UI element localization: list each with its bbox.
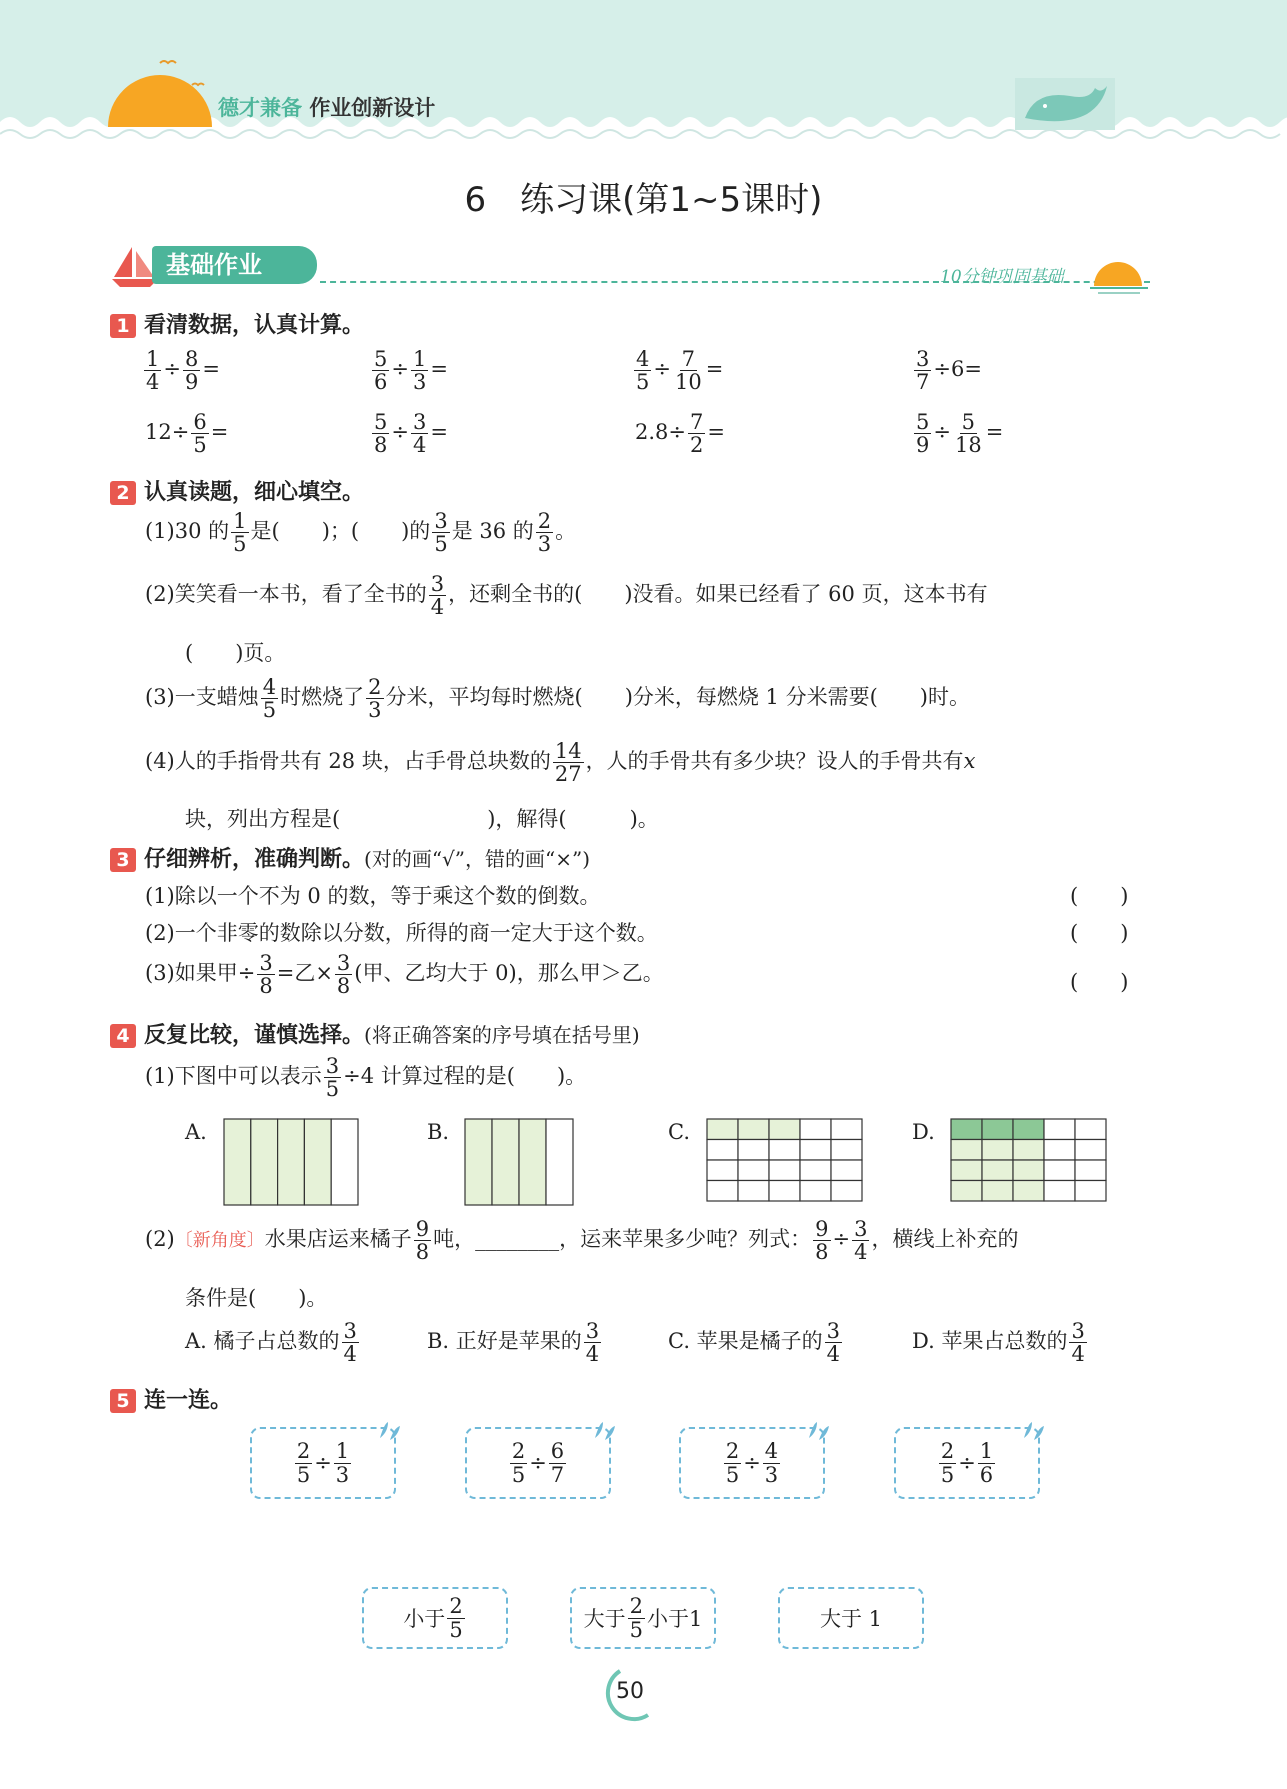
fraction: $\frac{1}{3}$ [335, 1439, 350, 1487]
fig-cell [951, 1181, 982, 1202]
fraction: $\frac{2}{3}$ [537, 509, 552, 557]
fig-cell [224, 1119, 251, 1205]
fraction: $\frac{3}{4}$ [854, 1217, 868, 1265]
fraction: $\frac{3}{4}$ [430, 572, 445, 620]
fig-cell [1075, 1140, 1106, 1161]
fraction: $\frac{6}{5}$ [193, 410, 207, 458]
fraction: $\frac{1}{6}$ [979, 1439, 994, 1487]
fig-cell [800, 1181, 831, 1202]
calc-item: 12÷ $\frac{6}{5}$ = [145, 410, 229, 458]
figure-a [223, 1118, 359, 1206]
fraction: $\frac{3}{8}$ [336, 951, 351, 999]
figure-d [950, 1118, 1108, 1202]
q2-item-3: (3)一支蜡烛 $\frac{4}{5}$ 时燃烧了 $\frac{2}{3}$ 分米，平均每时燃烧( )分米，每燃烧 1 分米需要( )时。 [145, 675, 970, 723]
q3-header [110, 842, 590, 873]
fraction: $\frac{3}{4}$ [585, 1319, 600, 1367]
calc-item: $\frac{4}{5}$ ÷ $\frac{7}{10}$ = [636, 347, 724, 395]
fig-cell [738, 1119, 769, 1140]
q3-answer-paren: ( ) [1070, 884, 1129, 908]
fig-cell [1044, 1140, 1075, 1161]
fig-cell [1075, 1160, 1106, 1181]
q3-title: 仔细辨析，准确判断。 [144, 847, 365, 872]
droplet-icon [1020, 1420, 1046, 1442]
q4-item-2-cont: 条件是( )。 [185, 1286, 328, 1310]
q4-number: 4 [110, 1024, 136, 1048]
fraction: $\frac{6}{7}$ [550, 1439, 565, 1487]
fig-cell [831, 1140, 862, 1161]
fig-cell [1044, 1181, 1075, 1202]
calc-item: $\frac{5}{8}$ ÷ $\frac{3}{4}$ = [374, 410, 448, 458]
fig-cell [278, 1119, 305, 1205]
q4-item-1: (1)下图中可以表示 $\frac{3}{5}$ ÷4 计算过程的是( )。 [145, 1054, 587, 1102]
q3-statement-3: (3)如果甲÷ $\frac{3}{8}$ =乙× $\frac{3}{8}$ (甲、乙均大于 0)，那么甲＞乙。 [145, 951, 664, 999]
q1-title: 看清数据，认真计算。 [144, 313, 365, 338]
q5-header [110, 1383, 232, 1414]
fraction: $\frac{4}{5}$ [262, 675, 277, 723]
expr-card[interactable]: $\frac{2}{5}$ ÷ $\frac{4}{3}$ [679, 1427, 825, 1499]
fig-cell [982, 1140, 1013, 1161]
figure-b [464, 1118, 574, 1206]
figure-c [706, 1118, 864, 1202]
q2-item-4: (4)人的手指骨共有 28 块，占手骨总块数的 $\frac{14}{27}$ ，人的手骨共有多少块？设人的手骨共有x [145, 739, 976, 787]
answer-card[interactable]: 小于 $\frac{2}{5}$ [362, 1587, 508, 1649]
fraction: $\frac{4}{3}$ [764, 1439, 779, 1487]
fraction: $\frac{4}{5}$ [636, 347, 650, 395]
fraction: $\frac{2}{5}$ [629, 1594, 643, 1642]
fraction: $\frac{8}{9}$ [184, 347, 199, 395]
fraction: $\frac{1}{4}$ [146, 347, 160, 395]
droplet-icon [591, 1420, 617, 1442]
calc-item: $\frac{5}{6}$ ÷ $\frac{1}{3}$ = [374, 347, 448, 395]
fig-cell [1013, 1181, 1044, 1202]
fig-cell [1044, 1119, 1075, 1140]
fig-cell [982, 1181, 1013, 1202]
answer-card[interactable]: 大于 1 [778, 1587, 924, 1649]
q4-header [110, 1018, 640, 1049]
fraction: $\frac{7}{10}$ [674, 347, 702, 395]
q2-item-2-cont: ( )页。 [185, 641, 286, 665]
fig-cell [707, 1181, 738, 1202]
fig-cell [465, 1119, 492, 1205]
fraction: $\frac{3}{7}$ [916, 347, 930, 395]
fig-cell [831, 1181, 862, 1202]
expr-card[interactable]: $\frac{2}{5}$ ÷ $\frac{1}{3}$ [250, 1427, 396, 1499]
fig-cell [492, 1119, 519, 1205]
q3-answer-paren: ( ) [1070, 970, 1129, 994]
fig-label-a: A. [185, 1120, 207, 1144]
q4-option-a: A. 橘子占总数的 $\frac{3}{4}$ [185, 1319, 357, 1367]
q3-note: (对的画“√”，错的画“×”) [364, 847, 591, 871]
expr-card[interactable]: $\frac{2}{5}$ ÷ $\frac{6}{7}$ [465, 1427, 611, 1499]
fraction: $\frac{2}{5}$ [940, 1439, 955, 1487]
fraction: $\frac{3}{8}$ [259, 951, 273, 999]
fig-cell [738, 1140, 769, 1161]
q3-statement-1: (1)除以一个不为 0 的数，等于乘这个数的倒数。 [145, 884, 601, 908]
fig-cell [831, 1160, 862, 1181]
calc-item: $\frac{3}{7}$ ÷6= [916, 347, 982, 395]
fraction: $\frac{3}{4}$ [343, 1319, 357, 1367]
fig-label-b: B. [427, 1120, 450, 1144]
q3-answer-paren: ( ) [1070, 921, 1129, 945]
fraction: $\frac{14}{27}$ [554, 739, 582, 787]
q2-title: 认真读题，细心填空。 [144, 480, 365, 505]
q4-note: (将正确答案的序号填在括号里) [364, 1023, 640, 1047]
fig-cell [982, 1160, 1013, 1181]
fig-cell [800, 1140, 831, 1161]
fraction: $\frac{2}{5}$ [511, 1439, 526, 1487]
q5-title: 连一连。 [144, 1388, 233, 1413]
fig-cell [951, 1119, 982, 1140]
q2-item-4-cont: 块，列出方程是( )，解得( )。 [185, 807, 659, 831]
fig-cell [707, 1160, 738, 1181]
fraction: $\frac{1}{3}$ [412, 347, 427, 395]
fraction: $\frac{2}{5}$ [296, 1439, 311, 1487]
fraction: $\frac{3}{5}$ [434, 509, 448, 557]
q1-number: 1 [110, 314, 136, 338]
fig-label-c: C. [668, 1120, 690, 1144]
new-angle-tag: 〔新角度〕 [174, 1230, 265, 1252]
fig-cell [1075, 1119, 1106, 1140]
q5-number: 5 [110, 1389, 136, 1413]
expr-card[interactable]: $\frac{2}{5}$ ÷ $\frac{1}{6}$ [894, 1427, 1040, 1499]
q4-item-2: (2)〔新角度〕水果店运来橘子 $\frac{9}{8}$ 吨，________，运来苹果多少吨？列式： $\frac{9}{8}$ ÷ $\frac{3}{4}$ ，横线上补充的 [145, 1217, 1019, 1265]
fig-cell [738, 1160, 769, 1181]
fraction: $\frac{3}{5}$ [325, 1054, 340, 1102]
q2-header [110, 475, 364, 506]
page-title: 6 练习课(第1~5课时) [464, 180, 823, 220]
fig-cell [304, 1119, 331, 1205]
fraction: $\frac{2}{5}$ [449, 1594, 463, 1642]
fig-cell [1044, 1160, 1075, 1181]
fraction: $\frac{9}{8}$ [415, 1217, 430, 1265]
page-number: 50 [616, 1679, 644, 1704]
fraction: $\frac{3}{4}$ [1071, 1319, 1085, 1367]
fig-cell [769, 1119, 800, 1140]
fig-cell [800, 1160, 831, 1181]
q3-number: 3 [110, 848, 136, 872]
fig-cell [769, 1181, 800, 1202]
section-tagline: 10分钟巩固基础 [940, 267, 1064, 287]
fraction: $\frac{3}{4}$ [826, 1319, 841, 1367]
droplet-icon [376, 1420, 402, 1442]
fig-cell [951, 1160, 982, 1181]
fraction: $\frac{5}{8}$ [374, 410, 388, 458]
q4-option-c: C. 苹果是橘子的 $\frac{3}{4}$ [668, 1319, 841, 1367]
fraction: $\frac{1}{5}$ [233, 509, 247, 557]
calc-item: 2.8÷ $\frac{7}{2}$ = [635, 410, 725, 458]
fig-cell [1013, 1140, 1044, 1161]
fig-cell [519, 1119, 546, 1205]
fig-cell [831, 1119, 862, 1140]
fig-cell [1075, 1181, 1106, 1202]
fraction: $\frac{3}{4}$ [412, 410, 427, 458]
header-series: 作业创新设计 [309, 96, 436, 120]
fig-cell [951, 1140, 982, 1161]
fraction: $\frac{5}{9}$ [916, 410, 930, 458]
q3-statement-2: (2)一个非零的数除以分数，所得的商一定大于这个数。 [145, 921, 658, 945]
fig-cell [251, 1119, 278, 1205]
fraction: $\frac{5}{18}$ [954, 410, 982, 458]
fig-cell [1013, 1160, 1044, 1181]
header-brand-line [218, 92, 435, 122]
section-name: 基础作业 [166, 251, 262, 279]
section-label [152, 246, 317, 284]
fig-cell [707, 1119, 738, 1140]
q4-title: 反复比较，谨慎选择。 [144, 1023, 365, 1048]
fig-cell [769, 1140, 800, 1161]
fig-cell [546, 1119, 573, 1205]
fig-cell [331, 1119, 358, 1205]
q1-header [110, 308, 364, 339]
fraction: $\frac{7}{2}$ [690, 410, 704, 458]
fig-cell [738, 1181, 769, 1202]
fig-cell [707, 1140, 738, 1161]
fig-cell [982, 1119, 1013, 1140]
fig-label-d: D. [912, 1120, 935, 1144]
calc-item: $\frac{5}{9}$ ÷ $\frac{5}{18}$ = [916, 410, 1004, 458]
fig-cell [800, 1119, 831, 1140]
calc-item: $\frac{1}{4}$ ÷ $\frac{8}{9}$ = [146, 347, 220, 395]
small-sun-icon [1090, 254, 1148, 296]
q4-option-d: D. 苹果占总数的 $\frac{3}{4}$ [912, 1319, 1085, 1367]
q2-item-1: (1)30 的 $\frac{1}{5}$ 是( )；( )的 $\frac{3}{5}$ 是 36 的 $\frac{2}{3}$ 。 [145, 509, 577, 557]
fig-cell [1013, 1119, 1044, 1140]
q4-option-b: B. 正好是苹果的 $\frac{3}{4}$ [427, 1319, 600, 1367]
fig-cell [769, 1160, 800, 1181]
q2-number: 2 [110, 481, 136, 505]
droplet-icon [805, 1420, 831, 1442]
header-brand: 德才兼备 [218, 96, 302, 120]
fraction: $\frac{2}{5}$ [725, 1439, 740, 1487]
sun-icon [100, 55, 220, 130]
answer-card[interactable]: 大于 $\frac{2}{5}$ 小于1 [570, 1587, 716, 1649]
q2-item-2: (2)笑笑看一本书，看了全书的 $\frac{3}{4}$ ，还剩全书的( )没看。如果已经看了 60 页，这本书有 [145, 572, 988, 620]
whale-icon [1015, 78, 1115, 130]
fraction: $\frac{9}{8}$ [815, 1217, 829, 1265]
fraction: $\frac{2}{3}$ [368, 675, 382, 723]
fraction: $\frac{5}{6}$ [374, 347, 388, 395]
